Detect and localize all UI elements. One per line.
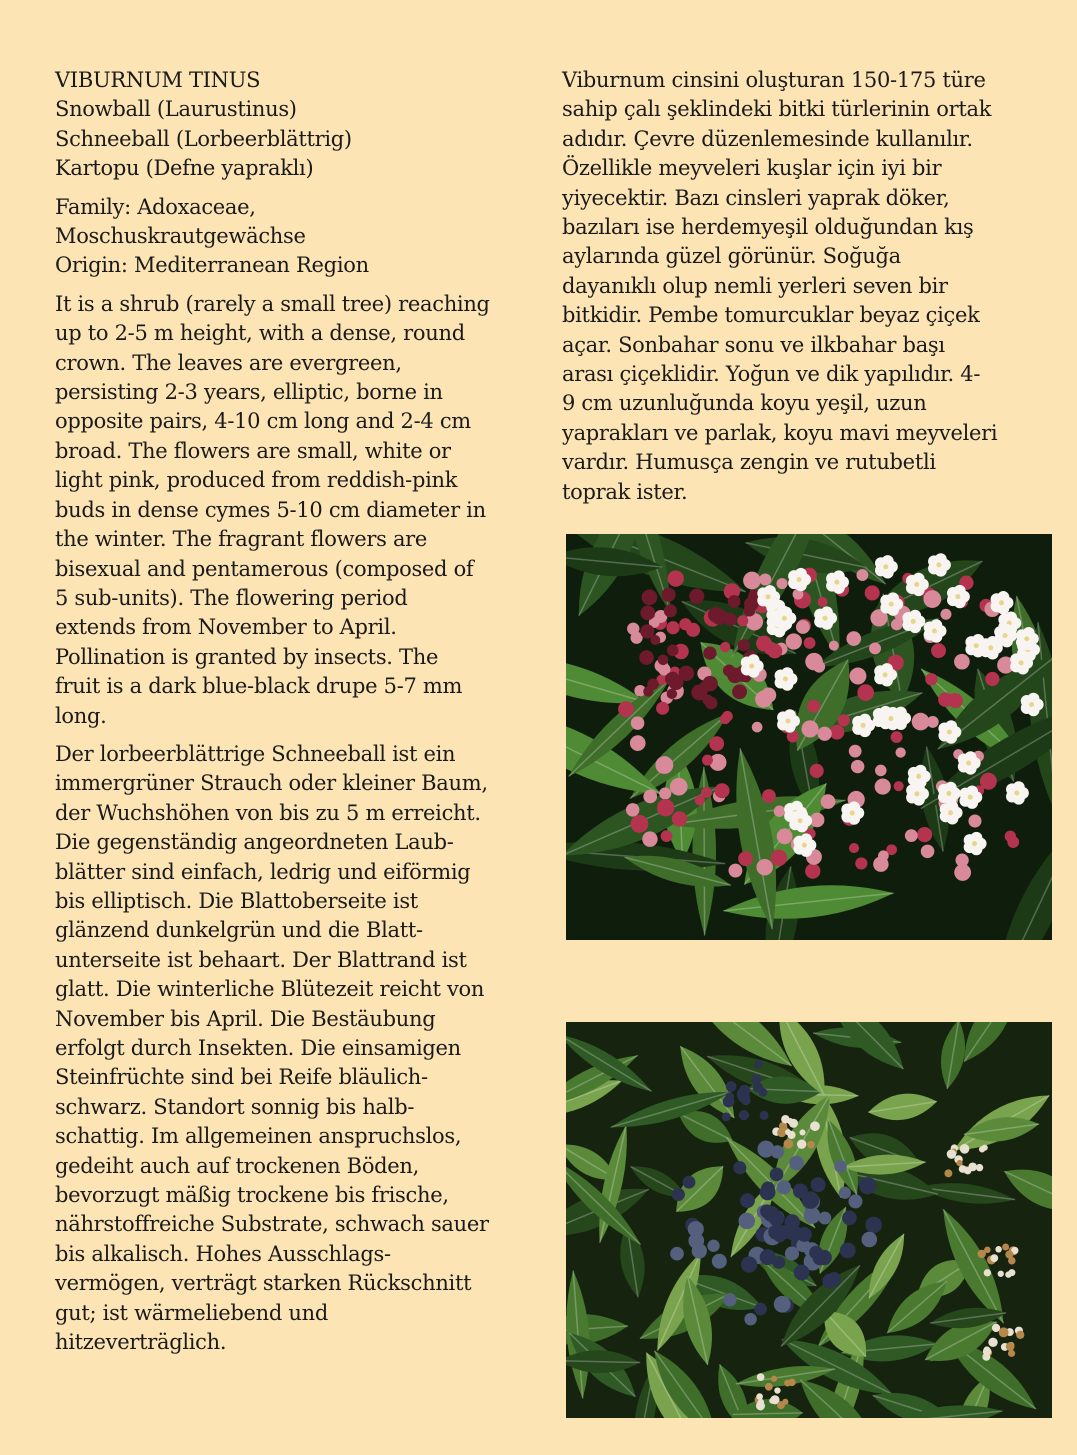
- german-text-line: der Wuchshöhen von bis zu 5 m erreicht.: [55, 800, 481, 825]
- bud-dot: [947, 1149, 956, 1158]
- bud-dot: [626, 803, 639, 816]
- bud-dot: [662, 588, 676, 602]
- left-column: [55, 66, 495, 1366]
- bud-dot: [980, 773, 997, 790]
- english-text-line: the winter. The fragrant flowers are: [55, 527, 428, 552]
- bud-dot: [767, 644, 782, 659]
- german-text-line: schattig. Im allgemeinen anspruchslos,: [55, 1124, 462, 1149]
- common-name-turkish: Kartopu (Defne yapraklı): [55, 156, 314, 181]
- bud-dot: [672, 811, 687, 826]
- english-text-line: opposite pairs, 4-10 cm long and 2-4 cm: [55, 409, 471, 434]
- title-block: [55, 66, 495, 184]
- english-text-line: crown. The leaves are evergreen,: [55, 350, 402, 375]
- bud-dot: [1007, 836, 1019, 848]
- turkish-text-line: Viburnum cinsini oluşturan 150-175 türe: [562, 68, 986, 92]
- bud-dot: [805, 864, 820, 879]
- berry-dot: [723, 1096, 735, 1108]
- bud-dot: [618, 701, 634, 717]
- bud-dot: [1016, 1331, 1024, 1339]
- bud-dot: [921, 845, 935, 859]
- german-text-line: unterseite ist behaart. Der Blattrand ist: [55, 947, 467, 972]
- bud-dot: [925, 673, 937, 685]
- berry-dot: [754, 1303, 767, 1316]
- turkish-text-line: adıdır. Çevre düzenlemesinde kullanılır.: [562, 126, 973, 151]
- turkish-text-line: yaprakları ve parlak, koyu mavi meyveleri: [562, 420, 998, 445]
- bud-dot: [810, 764, 824, 778]
- turkish-text-line: açar. Sonbahar sonu ve ilkbahar başı: [562, 332, 945, 357]
- bud-dot: [807, 1141, 815, 1149]
- bud-dot: [838, 714, 850, 726]
- berry-dot: [849, 1194, 863, 1208]
- bud-dot: [821, 794, 836, 809]
- bud-dot: [799, 1129, 805, 1135]
- bud-dot: [851, 760, 864, 773]
- bud-dot: [829, 725, 844, 740]
- bud-dot: [756, 1401, 765, 1410]
- berry-dot: [794, 1265, 810, 1281]
- bud-dot: [665, 672, 679, 686]
- bud-dot: [849, 843, 859, 853]
- bud-dot: [691, 685, 707, 701]
- bud-dot: [667, 689, 677, 699]
- berry-dot: [739, 1110, 749, 1120]
- bud-dot: [855, 857, 867, 869]
- bud-dot: [777, 578, 788, 589]
- berry-dot: [842, 1211, 857, 1226]
- bud-dot: [785, 1129, 791, 1135]
- bud-dot: [912, 713, 930, 731]
- berry-dot: [726, 1081, 737, 1092]
- viburnum-berries-photo-icon: [566, 1022, 1052, 1418]
- bud-dot: [995, 1246, 1002, 1253]
- bud-dot: [878, 850, 889, 861]
- family-origin-line: Moschuskrautgewächse: [55, 224, 306, 249]
- bud-dot: [689, 589, 704, 604]
- bud-dot: [752, 722, 763, 733]
- bud-dot: [984, 1247, 991, 1254]
- berry-dot: [733, 1161, 746, 1174]
- bud-dot: [796, 620, 810, 634]
- bud-dot: [738, 851, 753, 866]
- bud-dot: [857, 684, 874, 701]
- bud-dot: [940, 609, 951, 620]
- bud-dot: [944, 1169, 952, 1177]
- viburnum-flowers-photo-icon: [566, 534, 1052, 940]
- berry-dot: [865, 1217, 882, 1234]
- turkish-text-line: dayanıklı olup nemli yerleri seven bir: [562, 273, 948, 298]
- common-name-german: Schneeball (Lorbeerblättrig): [55, 126, 352, 151]
- turkish-text-line: bitkidir. Pembe tomurcuklar beyaz çiçek: [562, 303, 980, 328]
- berry-dot: [772, 1256, 785, 1269]
- berry-dot: [688, 1233, 704, 1249]
- berry-dot: [839, 1187, 851, 1199]
- german-text-line: gedeiht auch auf trockenen Böden,: [55, 1153, 420, 1178]
- bud-dot: [948, 693, 963, 708]
- bud-dot: [650, 635, 660, 645]
- german-text-line: gut; ist wärmeliebend und: [55, 1300, 329, 1325]
- bud-dot: [744, 605, 756, 617]
- berry-dot: [738, 1091, 750, 1103]
- bud-dot: [757, 1373, 765, 1381]
- bud-dot: [849, 745, 862, 758]
- german-text-line: vermögen, verträgt starken Rückschnitt: [55, 1271, 472, 1296]
- bud-dot: [765, 1383, 773, 1391]
- bud-dot: [777, 828, 793, 844]
- bud-dot: [774, 806, 785, 817]
- german-text-line: nährstoffreiche Substrate, schwach sauer: [55, 1212, 489, 1237]
- bud-dot: [728, 595, 741, 608]
- bud-dot: [642, 831, 657, 846]
- berry-dot: [811, 1177, 826, 1192]
- bud-dot: [686, 623, 700, 637]
- bud-dot: [658, 654, 669, 665]
- berry-dot: [840, 1243, 856, 1259]
- bud-dot: [762, 789, 776, 803]
- bud-dot: [771, 850, 787, 866]
- bud-dot: [960, 1144, 970, 1154]
- turkish-description: [562, 66, 1012, 507]
- turkish-text-line: aylarında güzel görünür. Soğuğa: [562, 244, 901, 269]
- english-text-line: Pollination is granted by insects. The: [55, 644, 439, 669]
- english-text-line: long.: [55, 703, 107, 728]
- bud-dot: [743, 572, 761, 590]
- bud-dot: [956, 854, 969, 867]
- berry-dot: [740, 1193, 755, 1208]
- bud-dot: [797, 1139, 806, 1148]
- bud-dot: [761, 688, 776, 703]
- bud-dot: [984, 1269, 991, 1276]
- bud-dot: [954, 654, 970, 670]
- german-text-line: November bis April. Die Bestäubung: [55, 1006, 436, 1031]
- english-text-line: broad. The flowers are small, white or: [55, 438, 451, 463]
- bud-dot: [738, 639, 750, 651]
- family-origin-line: Origin: Mediterranean Region: [55, 253, 369, 278]
- turkish-text-line: arası çiçeklidir. Yoğun ve dik yapılıdır. 4-: [562, 362, 981, 387]
- berry-dot: [763, 1206, 779, 1222]
- turkish-text-line: 9 cm uzunluğunda koyu yeşil, uzun: [562, 391, 927, 416]
- berry-dot: [760, 1184, 776, 1200]
- berry-dot: [683, 1176, 696, 1189]
- bud-dot: [984, 1346, 991, 1353]
- bud-dot: [774, 1387, 780, 1393]
- berry-dot: [834, 1160, 847, 1173]
- bud-dot: [756, 1393, 763, 1400]
- bud-dot: [805, 653, 823, 671]
- berry-dot: [723, 1293, 736, 1306]
- bud-dot: [709, 736, 724, 751]
- german-text-line: blätter sind einfach, ledrig und eiförmig: [55, 859, 471, 884]
- bud-dot: [985, 672, 999, 686]
- berry-dot: [739, 1213, 756, 1230]
- english-text-line: light pink, produced from reddish-pink: [55, 468, 458, 493]
- bud-dot: [643, 790, 657, 804]
- family-origin-line: Family: Adoxaceae,: [55, 194, 256, 219]
- german-text-line: Steinfrüchte sind bei Reife bläulich-: [55, 1065, 428, 1090]
- berry-dot: [774, 1296, 791, 1313]
- english-description: [55, 290, 495, 731]
- berry-dot: [722, 1113, 731, 1122]
- berry-dot: [789, 1156, 804, 1171]
- bud-dot: [670, 778, 688, 796]
- bud-dot: [979, 1146, 985, 1152]
- common-name-english: Snowball (Laurustinus): [55, 97, 297, 122]
- bud-dot: [804, 637, 816, 649]
- bud-dot: [729, 864, 743, 878]
- german-text-line: bis elliptisch. Die Blattoberseite ist: [55, 888, 418, 913]
- berry-dot: [771, 1145, 784, 1158]
- german-text-line: Der lorbeerblättrige Schneeball ist ein: [55, 741, 456, 766]
- bud-dot: [642, 590, 658, 606]
- bud-dot: [998, 1271, 1004, 1277]
- bud-dot: [1006, 1342, 1015, 1351]
- bud-dot: [630, 735, 646, 751]
- turkish-text-line: sahip çalı şeklindeki bitki türlerinin ortak: [562, 97, 992, 122]
- bud-dot: [777, 1128, 786, 1137]
- german-text-line: schwarz. Standort sonnig bis halb-: [55, 1094, 415, 1119]
- bud-dot: [784, 1139, 794, 1149]
- bud-dot: [801, 720, 818, 737]
- berry-dot: [712, 1254, 727, 1269]
- bud-dot: [659, 787, 671, 799]
- bud-dot: [818, 727, 832, 741]
- family-origin-block: [55, 193, 495, 281]
- bud-dot: [720, 642, 730, 652]
- bud-dot: [640, 605, 655, 620]
- bud-dot: [703, 646, 716, 659]
- bud-dot: [807, 700, 820, 713]
- german-text-line: erfolgt durch Insekten. Die einsamigen: [55, 1036, 461, 1060]
- bud-dot: [976, 1164, 983, 1171]
- bud-dot: [720, 714, 731, 725]
- bud-dot: [786, 633, 802, 649]
- berry-dot: [751, 1074, 761, 1084]
- bud-dot: [695, 795, 705, 805]
- english-text-line: It is a shrub (rarely a small tree) reaching: [55, 291, 490, 316]
- bud-dot: [702, 755, 713, 766]
- bud-dot: [810, 1121, 820, 1131]
- bud-dot: [737, 615, 748, 626]
- german-description: [55, 740, 495, 1358]
- bud-dot: [668, 570, 684, 586]
- german-text-line: bevorzugt mäßig trockene bis frische,: [55, 1183, 449, 1208]
- bud-dot: [905, 829, 918, 842]
- bud-dot: [917, 827, 932, 842]
- bud-dot: [661, 830, 673, 842]
- bud-dot: [769, 1398, 775, 1404]
- turkish-text-line: Özellikle meyveleri kuşlar için iyi bir: [562, 156, 942, 181]
- berry-dot: [817, 1250, 832, 1265]
- bud-dot: [891, 731, 903, 743]
- berry-dot: [760, 1111, 769, 1120]
- bud-dot: [759, 573, 771, 585]
- bud-dot: [988, 1338, 997, 1347]
- bud-dot: [639, 650, 654, 665]
- berry-dot: [862, 1232, 878, 1248]
- bud-dot: [647, 678, 658, 689]
- bud-dot: [865, 585, 880, 600]
- berry-dot: [744, 1313, 756, 1325]
- turkish-text-line: yiyecektir. Bazı cinsleri yaprak döker,: [562, 185, 950, 210]
- bud-dot: [771, 1376, 777, 1382]
- berry-dot: [672, 1188, 685, 1201]
- bud-dot: [784, 1380, 791, 1387]
- bud-dot: [631, 716, 645, 730]
- berry-dot: [785, 1246, 799, 1260]
- bud-dot: [894, 781, 904, 791]
- berry-dot: [802, 1191, 820, 1209]
- berry-dot: [707, 1240, 719, 1252]
- berry-dot: [827, 1272, 842, 1287]
- bud-dot: [631, 815, 649, 833]
- bud-dot: [818, 597, 828, 607]
- english-text-line: persisting 2-3 years, elliptic, borne in: [55, 380, 443, 405]
- bud-dot: [1005, 1250, 1013, 1258]
- bud-dot: [895, 747, 905, 757]
- turkish-text-line: vardır. Humusça zengin ve rutubetli: [562, 450, 936, 475]
- bud-dot: [931, 643, 946, 658]
- bud-dot: [722, 613, 733, 624]
- bud-dot: [1002, 1244, 1009, 1251]
- bud-dot: [714, 783, 729, 798]
- bud-dot: [875, 778, 891, 794]
- berry-dot: [770, 1168, 784, 1182]
- german-text-line: glatt. Die winterliche Blütezeit reicht von: [55, 977, 485, 1002]
- bud-dot: [657, 799, 674, 816]
- bud-dot: [964, 1167, 971, 1174]
- german-text-line: glänzend dunkelgrün und die Blatt-: [55, 918, 423, 943]
- bud-dot: [667, 645, 679, 657]
- species-title: VIBURNUM TINUS: [55, 68, 261, 92]
- bud-dot: [849, 668, 866, 685]
- flowers-photo: [566, 534, 1052, 940]
- berry-dot: [670, 1247, 684, 1261]
- berry-dot: [818, 1212, 831, 1225]
- bud-dot: [990, 1254, 998, 1262]
- german-text-line: immergrüner Strauch oder kleiner Baum,: [55, 771, 488, 796]
- bud-dot: [846, 631, 861, 646]
- bud-dot: [666, 621, 679, 634]
- bud-dot: [829, 641, 839, 651]
- turkish-text-line: toprak ister.: [562, 479, 688, 504]
- bud-dot: [1008, 1350, 1015, 1357]
- berry-dot: [777, 1180, 791, 1194]
- bud-dot: [1008, 1269, 1015, 1276]
- english-text-line: extends from November to April.: [55, 615, 397, 640]
- bud-dot: [656, 702, 669, 715]
- berry-dot: [797, 1227, 812, 1242]
- bud-dot: [732, 684, 747, 699]
- bud-dot: [856, 569, 868, 581]
- bud-dot: [968, 815, 981, 828]
- bud-dot: [999, 1327, 1009, 1337]
- german-text-line: bis alkalisch. Hohes Ausschlags-: [55, 1241, 391, 1266]
- right-column: [562, 66, 1012, 516]
- berry-dot: [741, 1256, 757, 1272]
- bud-dot: [875, 765, 887, 777]
- bud-dot: [782, 1399, 788, 1405]
- bud-dot: [664, 604, 677, 617]
- english-text-line: 5 sub-units). The flowering period: [55, 585, 408, 610]
- german-text-line: Die gegenständig angeordneten Laub-: [55, 830, 454, 855]
- english-text-line: bisexual and pentamerous (composed of: [55, 556, 474, 581]
- english-text-line: fruit is a dark blue-black drupe 5-7 mm: [55, 674, 463, 699]
- berry-dot: [859, 1177, 876, 1194]
- berry-dot: [754, 1060, 762, 1068]
- berries-photo: [566, 1022, 1052, 1418]
- bud-dot: [655, 756, 673, 774]
- bud-dot: [756, 859, 773, 876]
- bud-dot: [869, 642, 881, 654]
- berry-dot: [768, 1225, 783, 1240]
- english-text-line: up to 2-5 m height, with a dense, round: [55, 321, 465, 346]
- bud-dot: [923, 590, 941, 608]
- german-text-line: hitzeverträglich.: [55, 1330, 227, 1355]
- bud-dot: [781, 1115, 789, 1123]
- english-text-line: buds in dense cymes 5-10 cm diameter in: [55, 497, 486, 522]
- turkish-text-line: bazıları ise herdemyeşil olduğundan kış: [562, 215, 974, 240]
